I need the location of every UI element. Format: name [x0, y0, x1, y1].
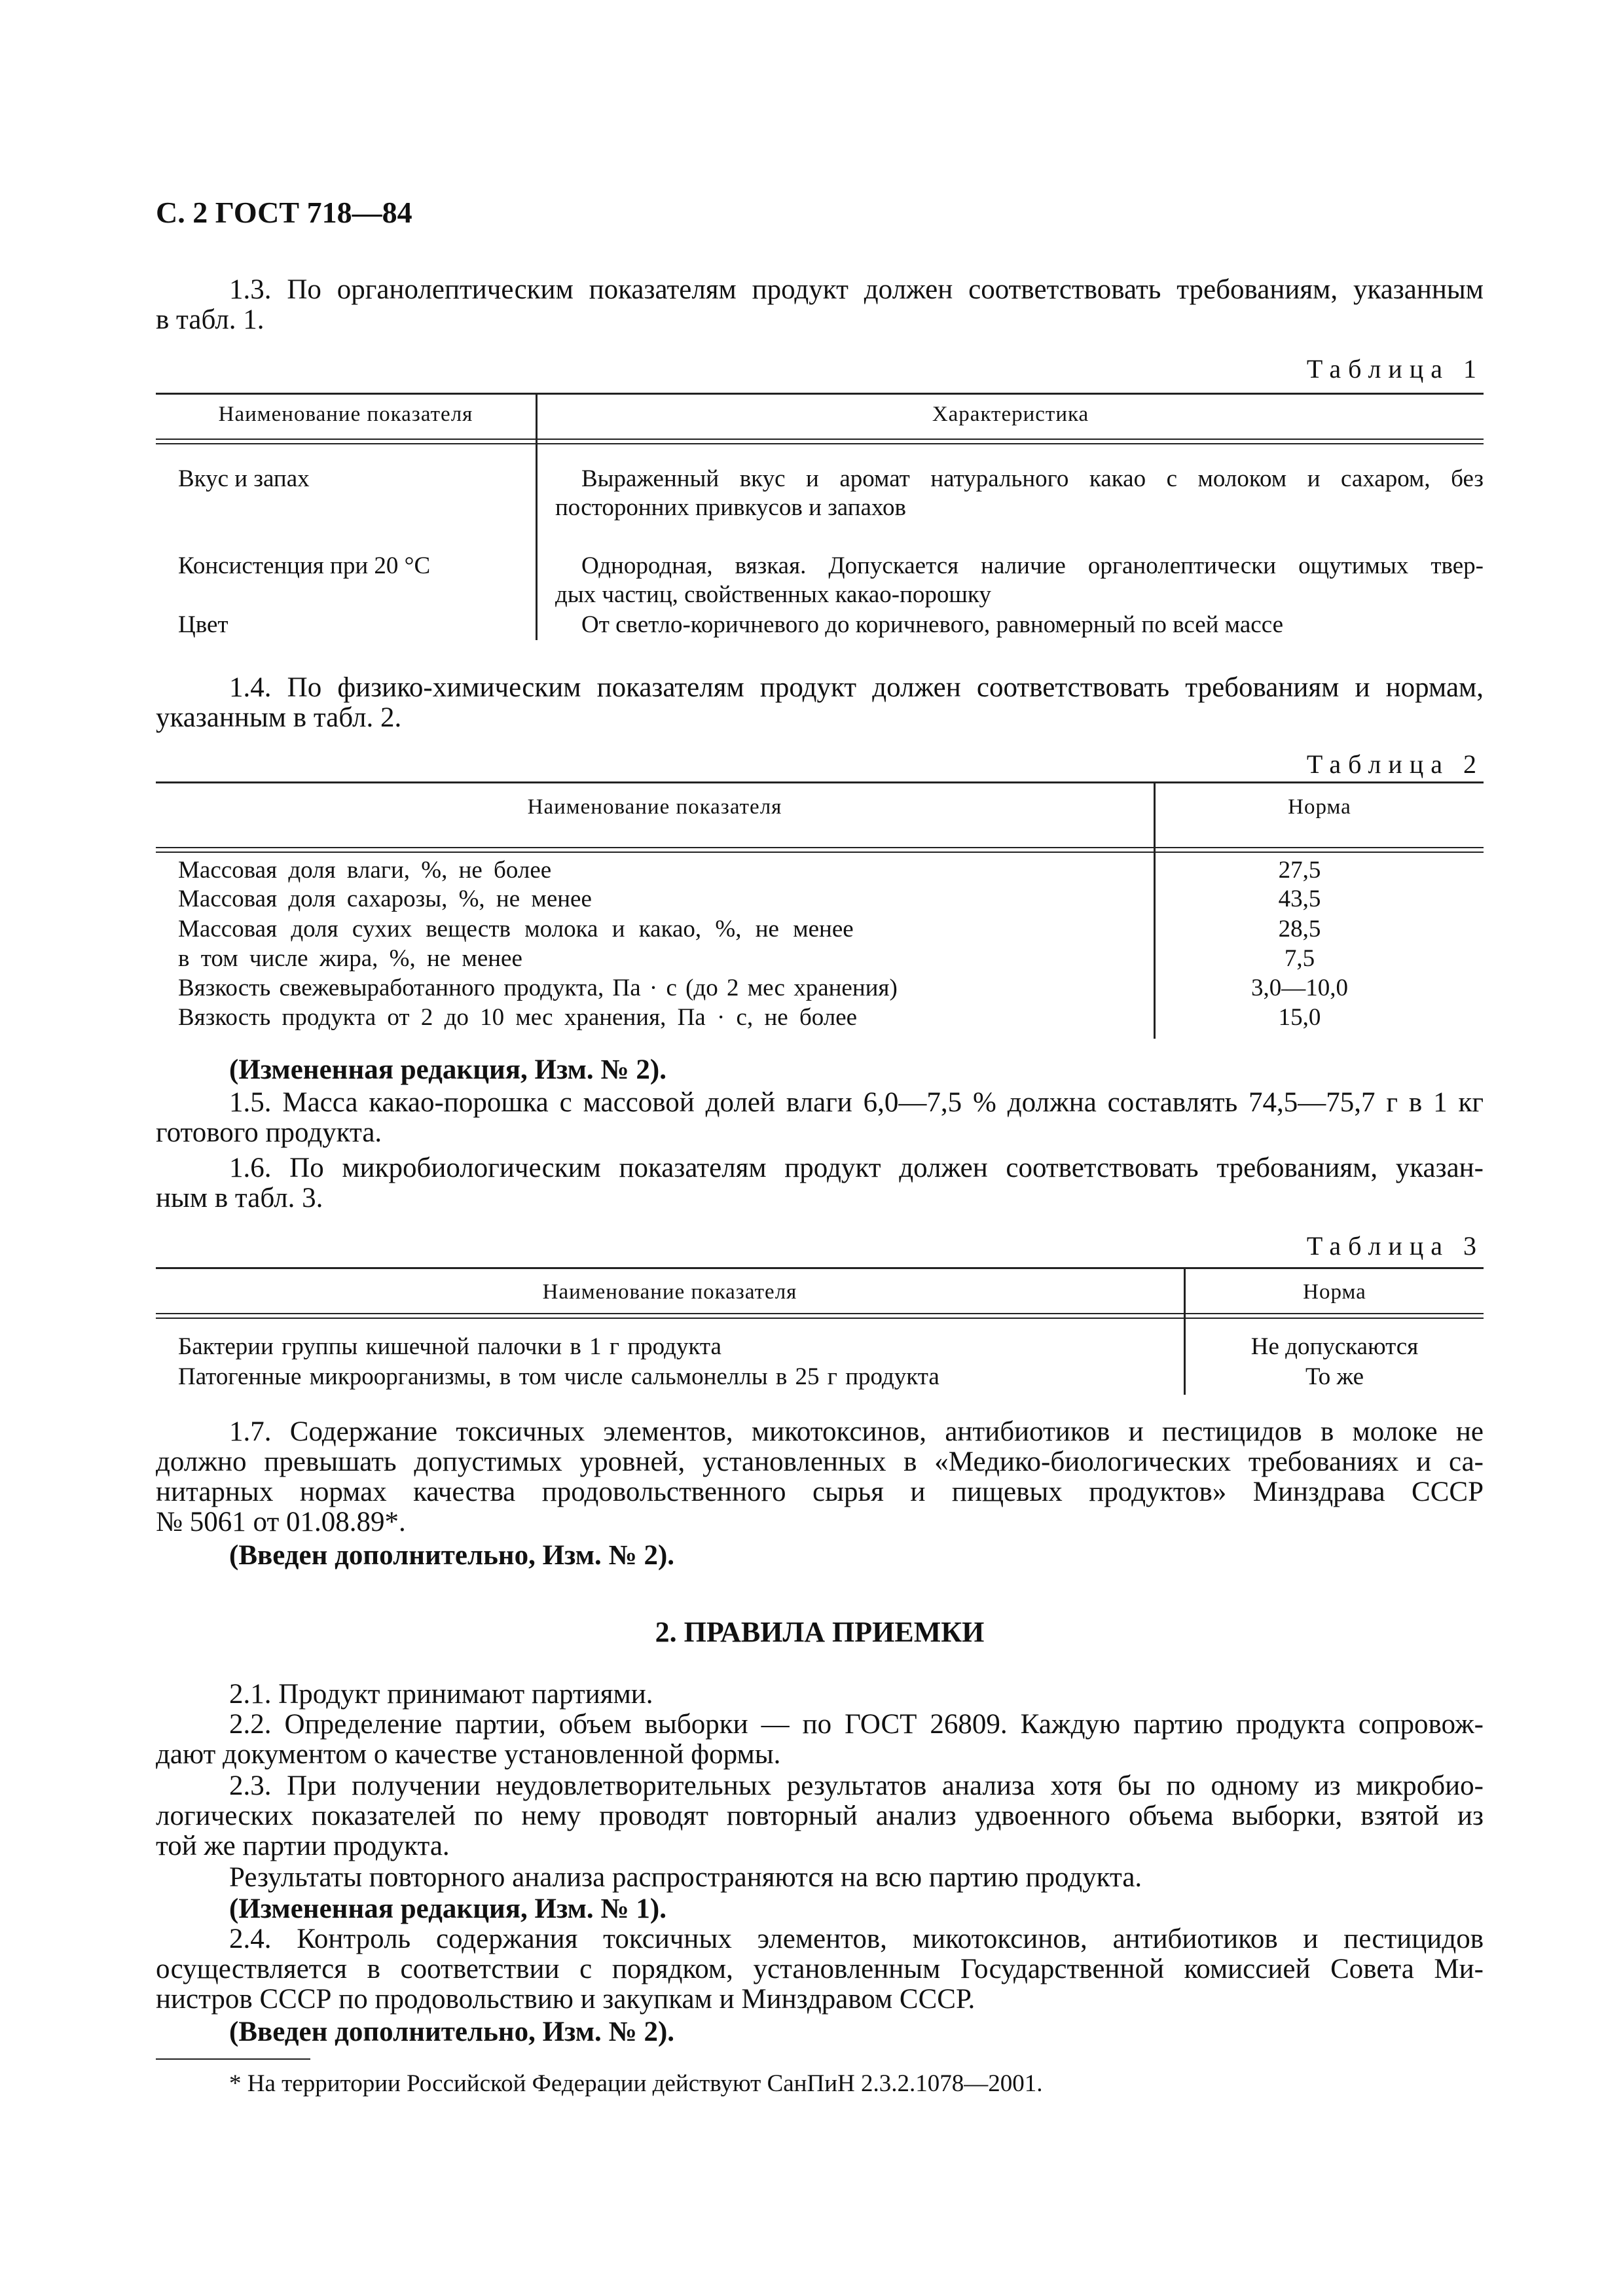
cell-line: От светло-коричневого до коричневого, равномерный по всей массе: [581, 611, 1283, 638]
table-3-row-value: То же: [1305, 1363, 1364, 1390]
table-2-header-name: Наименование показателя: [527, 795, 782, 819]
paragraph-line: 2.2. Определение партии, объем выборки — по ГОСТ 26809. Каждую партию продукта сопровож-: [229, 1709, 1484, 1740]
footnote: * На территории Российской Федерации действуют СанПиН 2.3.2.1078—2001.: [229, 2070, 1043, 2097]
table-2-row-name: в том числе жира, %, не менее: [178, 945, 522, 972]
table-1-row-value: [555, 611, 1484, 639]
table-2-header-rule: [156, 847, 1484, 848]
paragraph-line: логических показателей по нему проводят повторный анализ удвоенного объема выборки, взятой из: [156, 1801, 1484, 1831]
paragraph-2-3: [156, 1771, 1484, 1861]
paragraph-line: Результаты повторного анализа распространяются на всю партию продукта.: [229, 1862, 1142, 1893]
paragraph-line: готового продукта.: [156, 1117, 382, 1148]
paragraph-line: 2.4. Контроль содержания токсичных элементов, микотоксинов, антибиотиков и пестицидов: [229, 1924, 1484, 1954]
table-2-row-name: Вязкость свежевыработанного продукта, Па · с (до 2 мес хранения): [178, 975, 898, 1001]
table-1-header-rule: [156, 443, 1484, 444]
table-1-header-rule: [156, 439, 1484, 440]
table-3-top-rule: [156, 1267, 1484, 1269]
table-1-row-name: Цвет: [178, 611, 228, 638]
table-2-top-rule: [156, 781, 1484, 783]
paragraph-line: должно превышать допустимых уровней, установленных в «Медико-биологических требованиях и са-: [156, 1446, 1484, 1477]
table-3-header-value: Норма: [1303, 1280, 1366, 1304]
paragraph-line: 2.3. При получении неудовлетворительных результатов анализа хотя бы по одному из микробио-: [229, 1770, 1484, 1801]
table-2-row-name: Массовая доля сухих веществ молока и какао, %, не менее: [178, 916, 854, 942]
footnote-rule: [156, 2058, 310, 2060]
cell-line: дых частиц, свойственных какао-порошку: [555, 581, 991, 608]
table-1-header-name: Наименование показателя: [218, 403, 473, 426]
edit-note: [156, 1055, 1484, 1085]
paragraph-1-3: [156, 275, 1484, 335]
table-1-header-value: Характеристика: [932, 403, 1089, 426]
table-1-top-rule: [156, 393, 1484, 395]
paragraph-line: 1.4. По физико-химическим показателям продукт должен соответствовать требованиям и нормам,: [229, 672, 1484, 703]
paragraph-line: дают документом о качестве установленной формы.: [156, 1739, 781, 1770]
paragraph-1-6: [156, 1153, 1484, 1213]
added-note-text: (Введен дополнительно, Изм. № 2).: [229, 1540, 675, 1571]
table-1-column-divider: [536, 393, 538, 640]
table-1-caption: Таблица 1: [1306, 354, 1484, 384]
table-1-row-value: [555, 552, 1484, 609]
paragraph-line: 2.1. Продукт принимают партиями.: [229, 1679, 653, 1710]
paragraph-line: ным в табл. 3.: [156, 1183, 323, 1213]
paragraph-2-2: [156, 1710, 1484, 1770]
table-3-header-rule: [156, 1318, 1484, 1319]
table-3-row-value: Не допускаются: [1250, 1333, 1419, 1360]
paragraph-line: 1.3. По органолептическим показателям продукт должен соответствовать требованиям, указанным: [229, 274, 1484, 305]
paragraph-1-4: [156, 673, 1484, 733]
table-2-row-value: 27,5: [1278, 857, 1321, 884]
paragraph-line: 1.7. Содержание токсичных элементов, микотоксинов, антибиотиков и пестицидов в молоке не: [229, 1416, 1484, 1447]
cell-line: посторонних привкусов и запахов: [555, 494, 907, 521]
cell-line: Выраженный вкус и аромат натурального какао с молоком и сахаром, без: [581, 465, 1484, 492]
table-1-row-value: [555, 465, 1484, 522]
table-3-caption: Таблица 3: [1306, 1231, 1484, 1261]
table-2-row-value: 3,0—10,0: [1251, 975, 1348, 1001]
paragraph-line: № 5061 от 01.08.89*.: [156, 1507, 406, 1537]
table-3-header-name: Наименование показателя: [542, 1280, 797, 1304]
table-1-row-name: Консистенция при 20 °С: [178, 552, 431, 579]
table-2-row-name: Массовая доля влаги, %, не более: [178, 857, 552, 884]
table-1-row-name: Вкус и запах: [178, 465, 310, 492]
added-note: [156, 1541, 1484, 1571]
table-2-header-value: Норма: [1288, 795, 1351, 819]
paragraph-line: нитарных нормах качества продовольственного сырья и пищевых продуктов» Минздрава СССР: [156, 1477, 1484, 1507]
table-2-row-value: 15,0: [1278, 1004, 1321, 1031]
table-2-row-value: 28,5: [1278, 916, 1321, 942]
added-note: [156, 2017, 1484, 2047]
edit-note: [156, 1894, 1484, 1924]
paragraph-line: нистров СССР по продовольствию и закупкам и Минздравом СССР.: [156, 1984, 976, 2015]
table-2-caption: Таблица 2: [1306, 749, 1484, 779]
paragraph-2-1: [156, 1679, 1484, 1710]
edit-note-text: (Измененная редакция, Изм. № 2).: [229, 1054, 666, 1085]
section-2-title: 2. ПРАВИЛА ПРИЕМКИ: [655, 1616, 985, 1648]
page-header: С. 2 ГОСТ 718—84: [156, 196, 412, 229]
table-2-row-value: 7,5: [1284, 945, 1315, 972]
paragraph-1-7: [156, 1417, 1484, 1537]
paragraph-2-3-results: [156, 1863, 1484, 1893]
paragraph-line: 1.6. По микробиологическим показателям продукт должен соответствовать требованиям, указан-: [229, 1153, 1484, 1183]
paragraph-1-5: [156, 1088, 1484, 1148]
paragraph-2-4: [156, 1924, 1484, 2015]
paragraph-line: в табл. 1.: [156, 304, 264, 335]
table-2-row-name: Вязкость продукта от 2 до 10 мес хранения, Па · с, не более: [178, 1004, 858, 1031]
paragraph-line: указанным в табл. 2.: [156, 702, 402, 733]
added-note-text: (Введен дополнительно, Изм. № 2).: [229, 2017, 675, 2047]
cell-line: Однородная, вязкая. Допускается наличие органолептически ощутимых твер-: [581, 552, 1484, 579]
table-2-row-name: Массовая доля сахарозы, %, не менее: [178, 886, 592, 912]
paragraph-line: 1.5. Масса какао-порошка с массовой долей влаги 6,0—7,5 % должна составлять 74,5—75,7 г в 1 кг: [229, 1087, 1484, 1118]
table-3-row-name: Бактерии группы кишечной палочки в 1 г продукта: [178, 1333, 721, 1360]
paragraph-line: той же партии продукта.: [156, 1831, 450, 1861]
edit-note-text: (Измененная редакция, Изм. № 1).: [229, 1893, 666, 1924]
table-2-header-rule: [156, 852, 1484, 853]
table-3-row-name: Патогенные микроорганизмы, в том числе сальмонеллы в 25 г продукта: [178, 1363, 939, 1390]
paragraph-line: осуществляется в соответствии с порядком, установленным Государственной комиссией Совета Ми-: [156, 1954, 1484, 1984]
table-3-header-rule: [156, 1313, 1484, 1314]
table-2-row-value: 43,5: [1278, 886, 1321, 912]
